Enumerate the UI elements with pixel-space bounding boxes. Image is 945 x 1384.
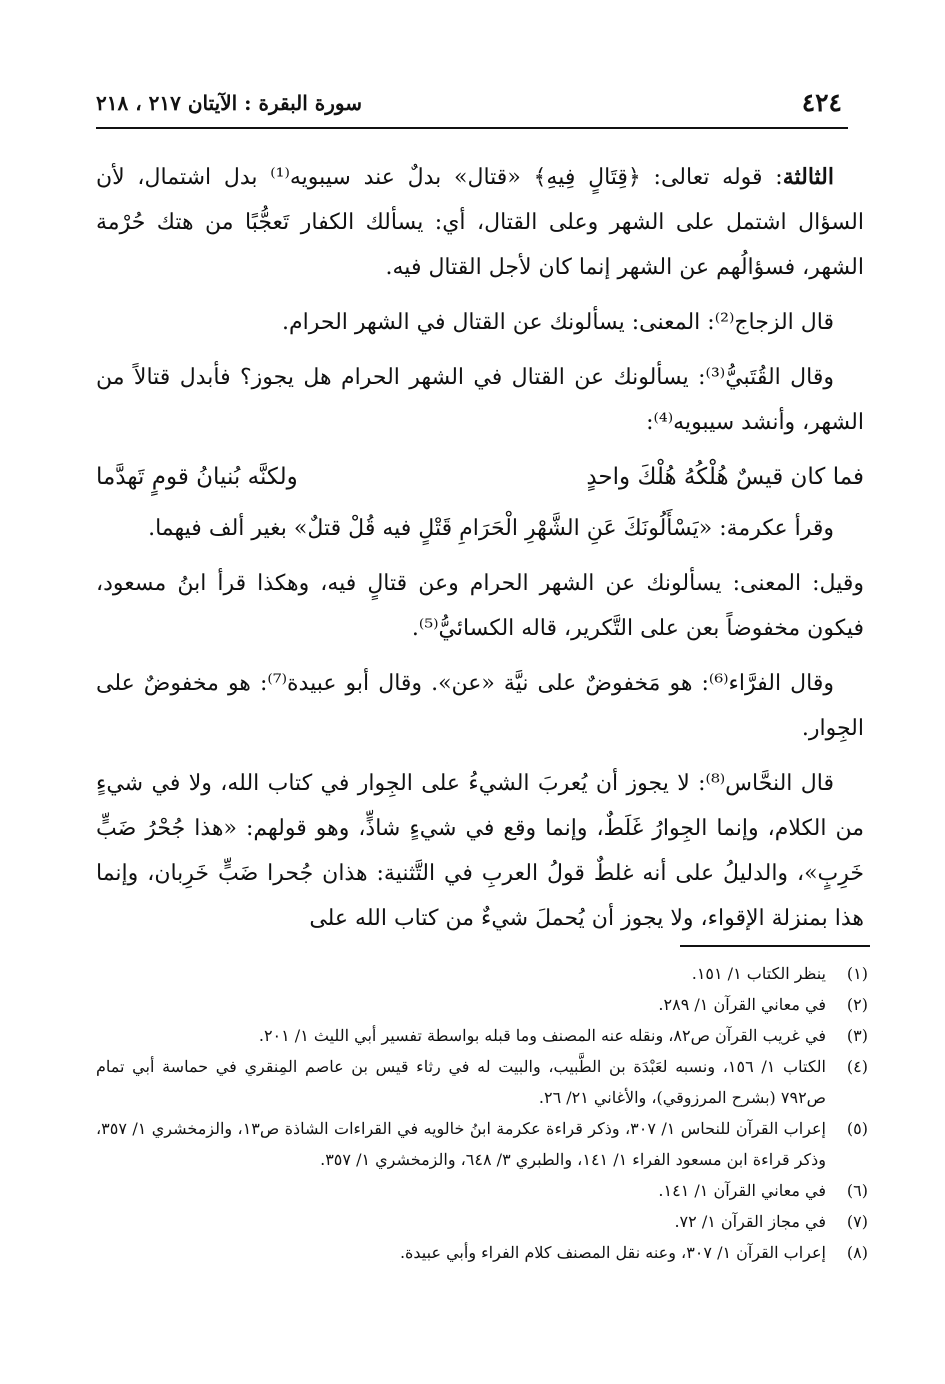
verse-first-hemistich: فما كان قيسٌ هُلْكُهُ هُلْكَ واحدٍ — [586, 464, 864, 490]
paragraph-third-point — [96, 155, 864, 290]
header-rule — [96, 127, 848, 129]
verse-second-hemistich: ولكنَّه بُنيانُ قومٍ تَهدَّما — [96, 464, 298, 490]
running-title: سورة البقرة : الآيتان ٢١٧ ، ٢١٨ — [96, 91, 362, 115]
paragraph-qila: وقيل: المعنى: يسألونك عن الشهر الحرام وعن قتالٍ فيه، وهكذا قرأ ابنُ مسعود، فيكون مخفوضاً بعن على التَّكرير، قاله الكسائيُّ⁽⁵⁾. — [96, 571, 864, 641]
footnote — [96, 1051, 868, 1113]
paragraph-zajjaj: قال الزجاج⁽²⁾: المعنى: يسألونك عن القتال في الشهر الحرام. — [282, 310, 834, 335]
footnote-number: (٧) — [846, 1212, 868, 1231]
footnote — [96, 1237, 868, 1268]
footnote — [96, 1206, 868, 1237]
page-number: ٤٢٤ — [801, 88, 842, 117]
main-text — [96, 155, 864, 951]
footnote-separator — [680, 945, 870, 947]
paragraph-lead-word: الثالثة — [782, 164, 834, 190]
footnote-number: (٤) — [846, 1057, 868, 1076]
footnotes — [96, 958, 868, 1268]
footnote-number: (٥) — [846, 1119, 868, 1138]
footnote-text: في غريب القرآن ص٨٢، ونقله عنه المصنف وما قبله بواسطة تفسير أبي الليث ١/ ٢٠١. — [258, 1026, 826, 1045]
paragraph-farra: وقال الفرَّاء⁽⁶⁾: هو مَخفوضٌ على نيَّة «عن». وقال أبو عبيدة⁽⁷⁾: هو مخفوضٌ على الجِوار. — [96, 671, 864, 741]
footnote-text: في معاني القرآن ١/ ١٤١. — [658, 1181, 826, 1200]
footnote — [96, 989, 868, 1020]
page-header — [96, 88, 848, 126]
footnote-text: إعراب القرآن ١/ ٣٠٧، وعنه نقل المصنف كلام الفراء وأبي عبيدة. — [399, 1243, 826, 1262]
paragraph-qutabi: وقال القُتَبيُّ⁽³⁾: يسألونك عن القتال في الشهر الحرام هل يجوز؟ فأبدل قتالاً من الشهر، وأنشد سيبويه⁽⁴⁾: — [96, 365, 864, 435]
footnote-text: الكتاب ١/ ١٥٦، ونسبه لعَبْدَة بن الطَّبيب، والبيت له في رثاء قيس بن عاصم المِنقري في حماسة أبي تمام ص٧٩٢ (بشرح المرزوقي)، والأغاني ٢١/ ٢٦. — [96, 1057, 826, 1107]
paragraph-ikrima: وقرأ عكرمة: «يَسْأَلُونَكَ عَنِ الشَّهْرِ الْحَرَامِ قَتْلٍ فيه قُلْ قتلٌ» بغير ألف فيهما. — [148, 516, 834, 541]
footnote-text: في معاني القرآن ١/ ٢٨٩. — [658, 995, 826, 1014]
footnote-text: ينظر الكتاب ١/ ١٥١. — [691, 964, 826, 983]
footnote — [96, 958, 868, 989]
footnote-number: (٣) — [846, 1026, 868, 1045]
footnote-text: إعراب القرآن للنحاس ١/ ٣٠٧، وذكر قراءة عكرمة ابنُ خالويه في القراءات الشاذة ص١٣، والزمخشري ١/ ٣٥٧، وذكر قراءة ابن مسعود الفراء ١/ ١٤١، والطبري ٣/ ٦٤٨، والزمخشري ١/ ٣٥٧. — [96, 1119, 826, 1169]
footnote-number: (٦) — [846, 1181, 868, 1200]
footnote-text: في مجاز القرآن ١/ ٧٢. — [674, 1212, 826, 1231]
footnote-number: (١) — [846, 964, 868, 983]
paragraph-nahhas: قال النحَّاس⁽⁸⁾: لا يجوز أن يُعربَ الشيءُ على الجِوار في كتاب الله، ولا في شيءٍ من الكلام، وإنما الجِوارُ غَلَطٌ، وإنما وقع في شيءٍ شاذٍّ، وهو قولهم: «هذا جُحْرُ ضَبٍّ خَرِبٍ»، والدليلُ على أنه غلطٌ قولُ العربِ في التَّثنية: هذان جُحرا ضَبٍّ خَرِبان، وإنما هذا بمنزلة الإقواء، ولا يجوز أن يُحملَ شيءٌ من كتاب الله على — [96, 771, 864, 931]
footnote — [96, 1113, 868, 1175]
paragraph-text: : قوله تعالى: ﴿قِتَالٍ فِيهِ﴾ «قتال» بدلٌ عند سيبويه⁽¹⁾ بدل اشتمال، لأن السؤال اشتمل على الشهر وعلى القتال، أي: يسألك الكفار تَعجُّبًا من هتك حُرْمة الشهر، فسؤالُهم عن الشهر إنما كان لأجل القتال فيه. — [96, 165, 864, 280]
footnote — [96, 1175, 868, 1206]
footnote — [96, 1020, 868, 1051]
footnote-number: (٢) — [846, 995, 868, 1014]
poetry-verse — [96, 455, 864, 500]
footnote-number: (٨) — [846, 1243, 868, 1262]
